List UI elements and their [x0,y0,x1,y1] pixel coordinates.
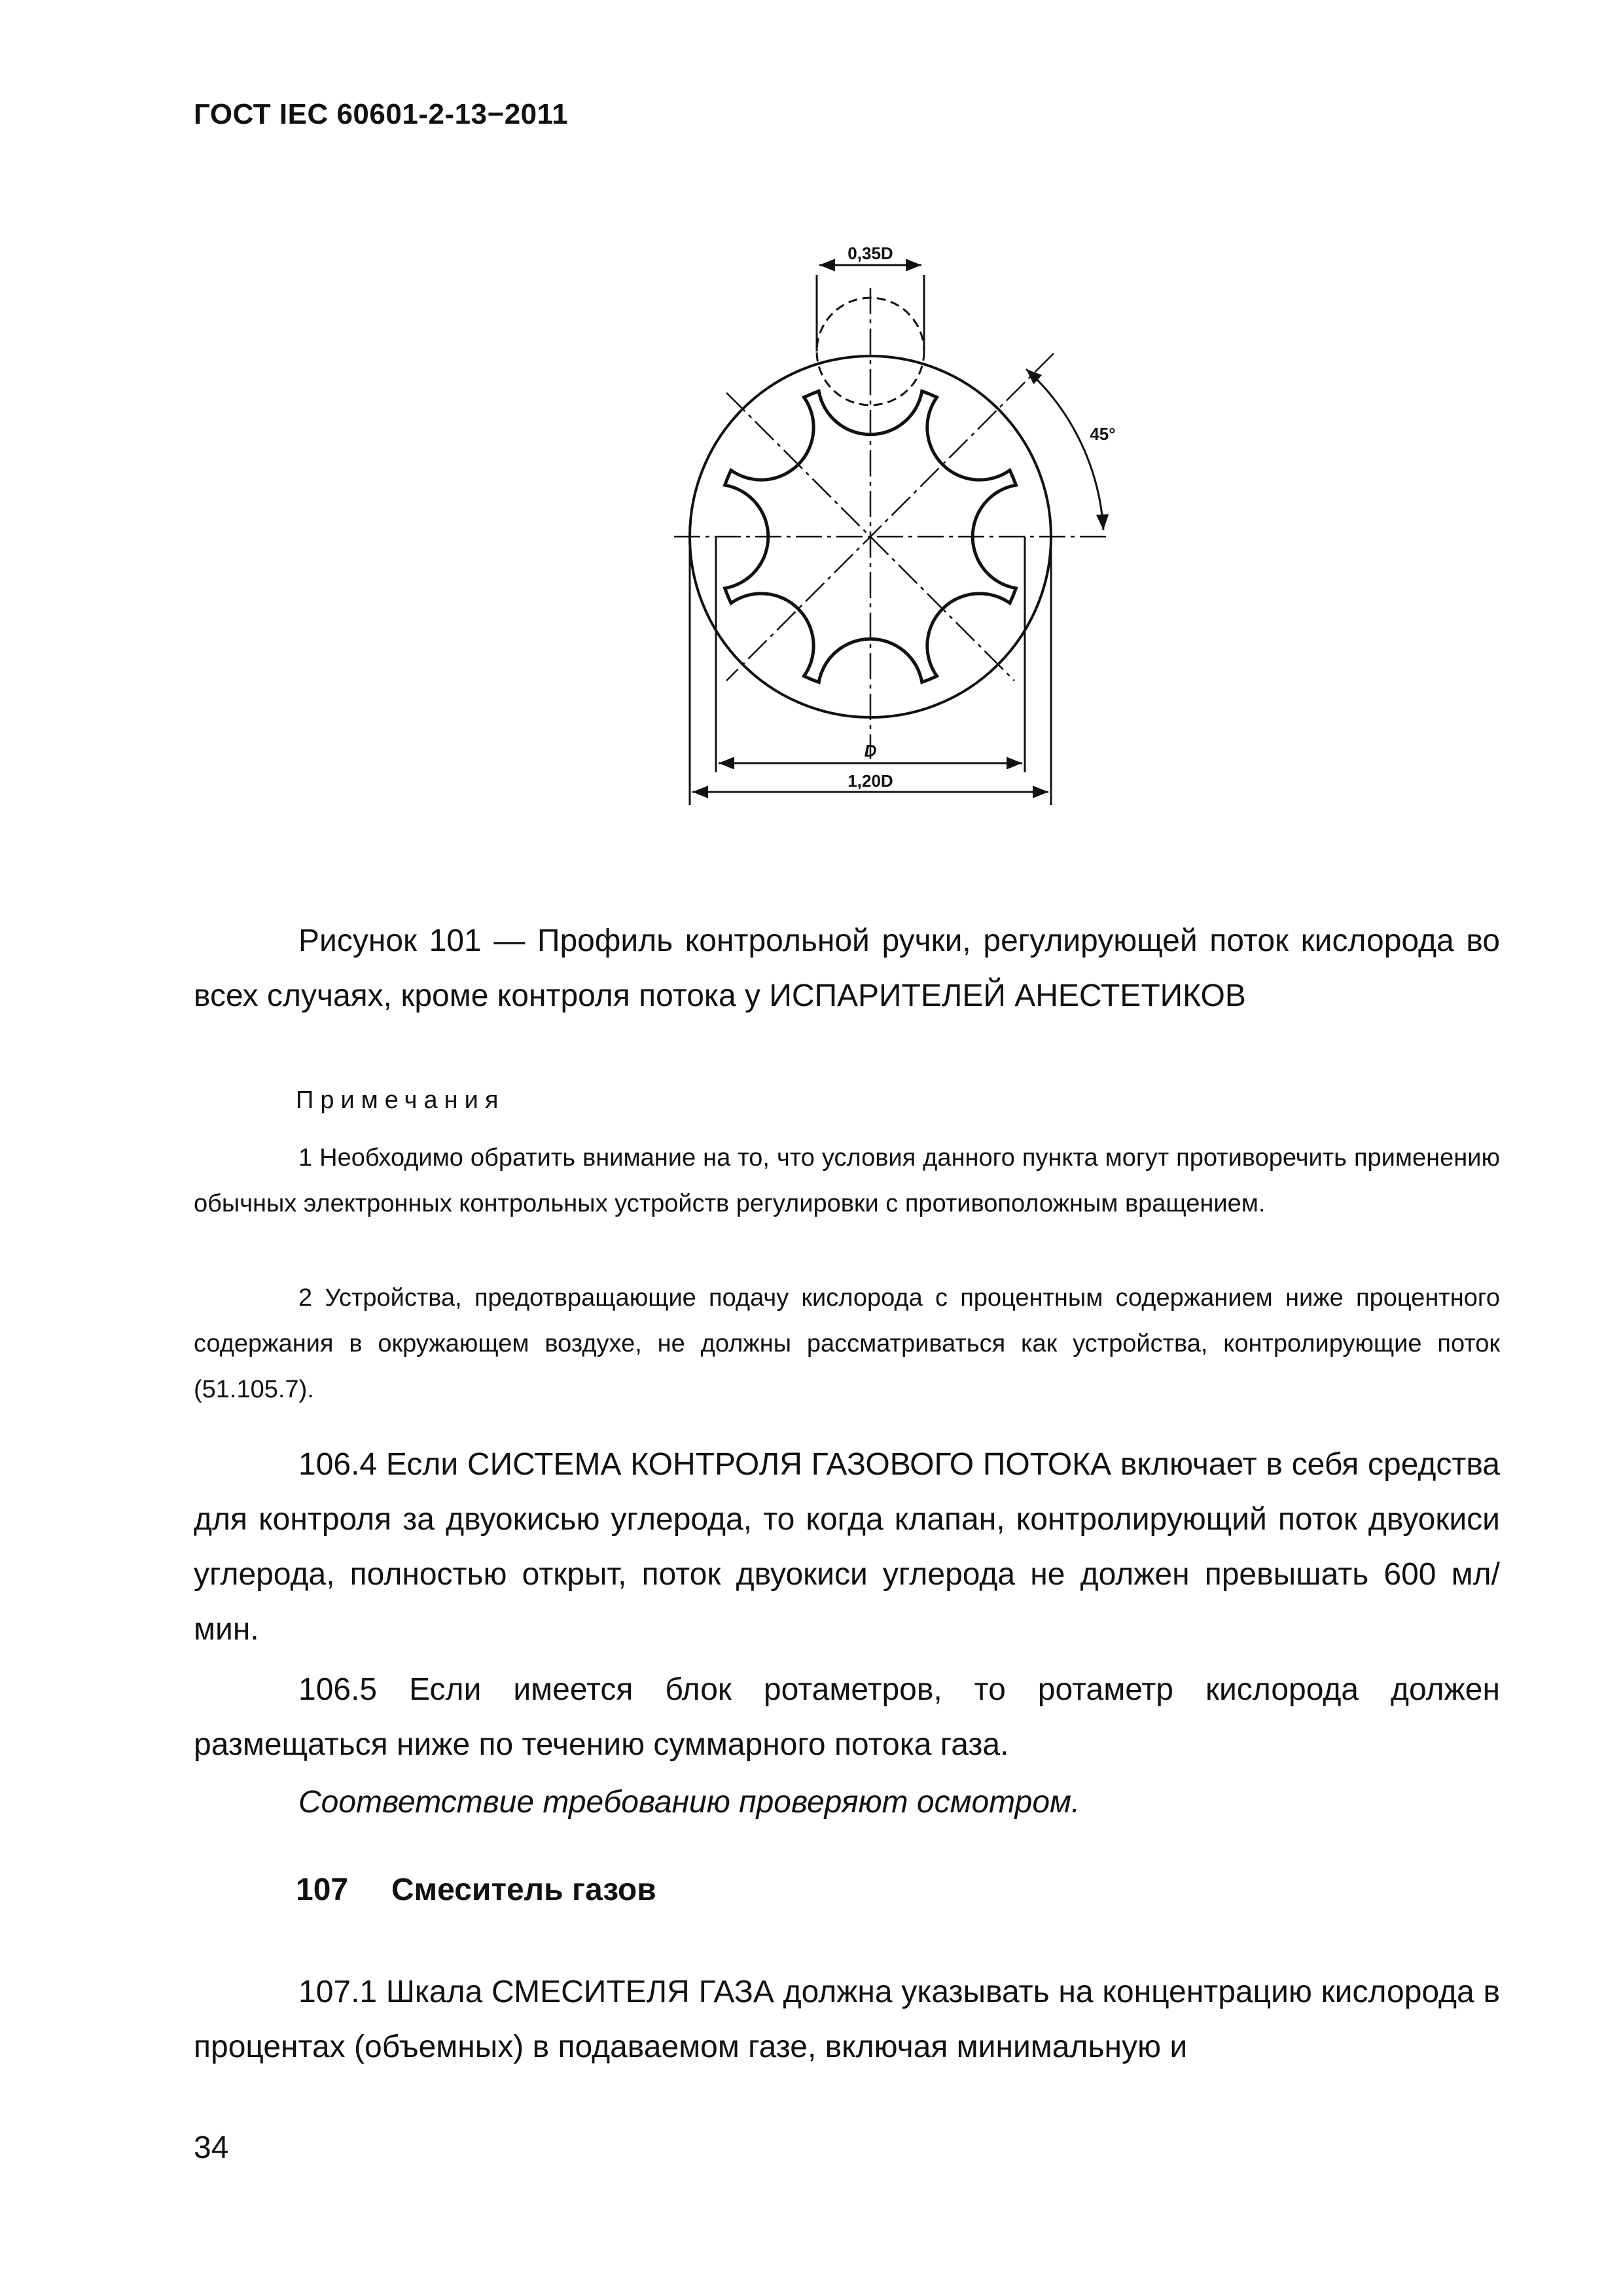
dim-angle-label: 45° [1090,424,1116,444]
dim-inner-label: D [864,741,877,761]
section-title: Смеситель газов [391,1873,656,1907]
page-number: 34 [194,2130,229,2165]
centerline-diagonal-2 [726,353,1054,681]
paragraph-106-5: 106.5 Если имеется блок ротаметров, то ротаметр кислорода должен размещаться ниже по течению суммарного потока газа. [194,1672,1500,1762]
section-number: 107 [296,1873,349,1907]
compliance-statement: Соответствие требованию проверяют осмотром. [298,1785,1080,1820]
note-1: 1 Необходимо обратить внимание на то, что условия данного пункта могут противоречить применению обычных электронных контрольных устройств регулировки с противоположным вращением. [194,1144,1500,1217]
knob-profile-figure [654,236,1152,812]
dim-outer-label: 1,20D [847,771,893,791]
paragraph-106-4: 106.4 Если СИСТЕМА КОНТРОЛЯ ГАЗОВОГО ПОТОКА включает в себя средства для контроля за двуокисью углерода, то когда клапан, контролирующий поток двуокиси углерода, полностью открыт, поток двуокиси углерода не должен превышать 600 мл/мин. [194,1447,1500,1647]
dim-angle-arc [1026,369,1103,530]
figure-caption: Рисунок 101 — Профиль контрольной ручки, регулирующей поток кислорода во всех случаях, кроме контроля потока у ИСПАРИТЕЛЕЙ АНЕСТЕТИКОВ [194,924,1500,1013]
note-2: 2 Устройства, предотвращающие подачу кислорода с процентным содержанием ниже процентного содержания в окружающем воздухе, не должны рассматриваться как устройства, контролирующие поток (51.105.7). [194,1284,1500,1403]
notes-title: Примечания [296,1086,505,1114]
section-heading-107 [296,1872,656,1908]
paragraph-107-1: 107.1 Шкала СМЕСИТЕЛЯ ГАЗА должна указывать на концентрацию кислорода в процентах (объемных) в подаваемом газе, включая минимальную и [194,1975,1500,2064]
dim-top-label: 0,35D [847,243,893,263]
document-header: ГОСТ IEC 60601-2-13−2011 [194,98,569,130]
